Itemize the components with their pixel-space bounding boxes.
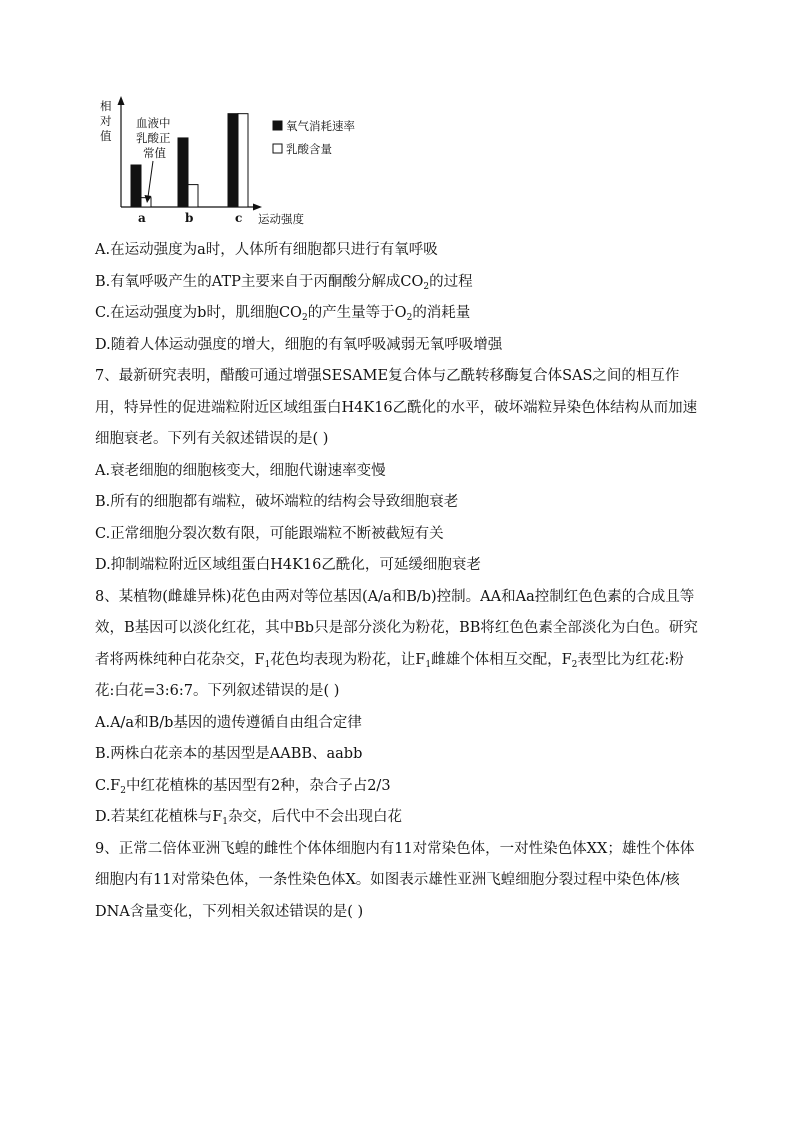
annotation-line: 乳酸正 — [136, 131, 171, 145]
legend-swatch — [273, 121, 282, 130]
annotation-line: 常值 — [143, 146, 166, 160]
bar-a-series-0 — [131, 165, 141, 207]
q7-stem: 7、最新研究表明，醋酸可通过增强SESAME复合体与乙酰转移酶复合体SAS之间的相互作用，特异性的促进端粒附近区域组蛋白H4K16乙酰化的水平，破坏端粒异染色体结构从而加速细胞衰老。下列有关叙述错误的是( ) — [95, 368, 698, 447]
q7-option-a: A.衰老细胞的细胞核变大，细胞代谢速率变慢 — [95, 462, 386, 479]
question-content — [95, 235, 700, 928]
q8-stem: 8、某植物(雌雄异株)花色由两对等位基因(A/a和B/b)控制。AA和Aa控制红色色素的合成且等效，B基因可以淡化红花，其中Bb只是部分淡化为粉花，BB将红色色素全部淡化为白色。研究者将两株纯种白花杂交，$F_1$花色均表现为粉花，让$F_1$雌雄个体相互交配，$F_2$表型比为红花:粉花:白花=3:6:7。下列叙述错误的是( ) — [95, 588, 698, 699]
x-tick-label: a — [138, 211, 146, 225]
bar-b-series-1 — [188, 185, 198, 207]
bar-b-series-0 — [178, 138, 188, 207]
annotation — [136, 116, 171, 160]
q8-option-b: B.两株白花亲本的基因型是AABB、aabb — [95, 746, 363, 762]
y-axis-label-char: 相 — [100, 99, 112, 113]
q6-option-d: D.随着人体运动强度的增大，细胞的有氧呼吸减弱无氧呼吸增强 — [95, 336, 503, 353]
q8-option-d: D.若某红花植株与$F_1$杂交，后代中不会出现白花 — [95, 809, 403, 827]
y-axis-arrow — [118, 96, 125, 105]
bar-c-series-1 — [238, 114, 248, 207]
y-axis-label-char: 对 — [100, 114, 112, 128]
bar-c-series-0 — [228, 114, 238, 207]
q9-stem: 9、正常二倍体亚洲飞蝗的雌性个体体细胞内有11对常染色体，一对性染色体XX；雄性个体体细胞内有11对常染色体，一条性染色体X。如图表示雄性亚洲飞蝗细胞分裂过程中染色体/核DNA含量变化，下列相关叙述错误的是( ) — [95, 840, 695, 920]
q7-option-d: D.抑制端粒附近区域组蛋白H4K16乙酰化，可延缓细胞衰老 — [95, 557, 481, 573]
x-tick-label: c — [235, 211, 243, 225]
x-tick-label: b — [185, 211, 194, 225]
q8-option-a: A.A/a和B/b基因的遗传遵循自由组合定律 — [95, 714, 362, 731]
q6-option-a: A.在运动强度为a时，人体所有细胞都只进行有氧呼吸 — [95, 242, 438, 258]
q7-option-b: B.所有的细胞都有端粒，破坏端粒的结构会导致细胞衰老 — [95, 494, 459, 510]
y-axis-label — [100, 99, 112, 143]
x-axis-label: 运动强度 — [258, 212, 304, 226]
x-axis-arrow — [253, 204, 262, 211]
q6-option-b: B.有氧呼吸产生的ATP主要来自于丙酮酸分解成$CO_2$的过程 — [95, 273, 473, 292]
y-axis-label-char: 值 — [100, 129, 112, 143]
annotation-arrow — [148, 161, 153, 197]
q7-option-c: C.正常细胞分裂次数有限，可能跟端粒不断被截短有关 — [95, 525, 444, 542]
legend-label: 乳酸含量 — [286, 142, 332, 156]
annotation-line: 血液中 — [136, 116, 171, 130]
legend-swatch — [273, 144, 282, 153]
legend — [273, 119, 355, 156]
legend-label: 氧气消耗速率 — [286, 119, 355, 133]
q6-option-c: C.在运动强度为b时，肌细胞$CO_2$的产生量等于$O_2$的消耗量 — [95, 305, 471, 323]
bar-chart — [96, 94, 386, 230]
q8-option-c: $C.F_2$中红花植株的基因型有2种，杂合子占2/3 — [95, 777, 391, 796]
